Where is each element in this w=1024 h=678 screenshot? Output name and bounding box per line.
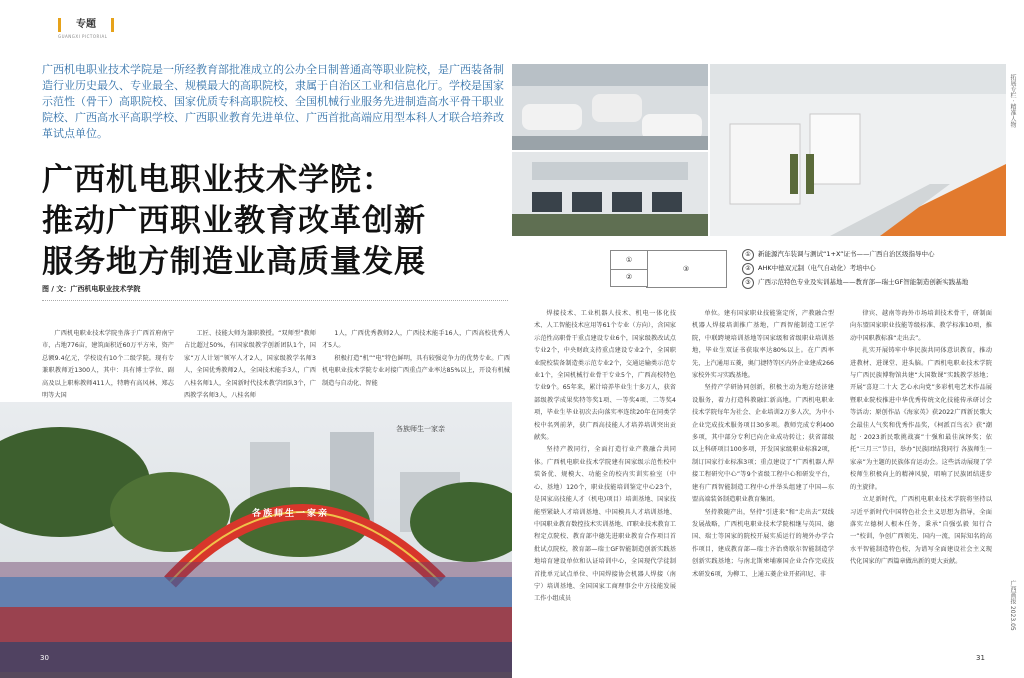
title-line-1: 广西机电职业技术学院： <box>42 162 394 198</box>
section-tag-sub: GUANGXI PICTORIAL <box>58 34 108 39</box>
legend-item-2: ② AHK中德双元制（电气自动化）考培中心 <box>742 263 876 275</box>
photo-gf-lab-svg <box>710 64 1006 236</box>
legend-box-2: ② <box>610 268 648 287</box>
section-tag: 专题 <box>58 18 114 32</box>
body-column-2: 工匠、技能大师为兼职教授。“双师型”教师占比超过50%，有国家级教学创新团队1个，国家“万人计划”领军人才2人，国家级教学名师3人，全国优秀教师2人，全国技术能手3人，广西八桂名师1人，全国新时代技术教学团队3个，广西教学名师3人，八桂名师 <box>184 330 316 400</box>
intro-paragraph: 广西机电职业技术学院是一所经教育部批准成立的公办全日制普通高等职业院校，是广西装备制造行业历史最久、专业最全、规模最大的高职院校，隶属于自治区工业和信息化厅。学校是国家示范性（骨干）高职院校、国家优质专科高职院校、全国机械行业服务先进制造高水平骨干职业院校、广西高水平高职学校、广西职业教育先进单位、广西首批高端应用型本科人才联合培养改革试点单位。 <box>42 63 504 140</box>
body-column-6: 律宾、越南等海外市场培训技术骨干，研制面向东盟国家职业技能等级标准、教学标准10项，推动中国职教标准“走出去”。 扎实开展铸牢中华民族共同体意识教育，推动进教材、进课堂、进头脑。广西机电职业技术学院与广西民族博物馆共建“大国数课”实践教学基地；开展“喜迎二十大 艺心永向党”多彩机电艺术作品展暨职业院校推进中华优秀传统文化技能传承研讨会等活动；原创作品《海家英》获2022广西新民歌大会最佳人气奖和优秀作品奖，《柯派百鸟衣》获“潮起 · 2023新民歌挑战赛”十强和最佳演绎奖；依托“三月三”节日，举办“民族团结我同行 各族师生一家亲”为主题的民族体育运动会。这些活动展现了学校师生积极向上的精神风貌，唱响了民族团结进步的主旋律。 立足新时代，广西机电职业技术学院将坚持以习近平新时代中国特色社会主义思想为指导，全面落实立德树人根本任务，秉承“自强弘毅 知行合一”校训，争创广西领先、国内一流，国际知名的高水平智能制造特色校，为谱写全面建设社会主义现代化国家的广西篇章做出新的更大贡献。 <box>850 310 992 566</box>
photo-gf-lab <box>710 64 1006 236</box>
body-column-5: 单位。建有国家职业技能鉴定所，产教融合型机器人焊接培训推广基地，广西智能制造工匠学院，中联跨境培训基地等国家级和省级职业培训基地，毕业生双证书获取率达80%以上。在广西率先，上汽通用五菱，奥门捷特等区内外企业建成266家校外实习实践基地。 坚持产学研协同创新，积极主动为地方经济建设服务，着力打造科教融汇新高地。广西机电职业技术学院每年为社会、企业培训2万多人次，为中小企业完成技术服务项目30多项。教师完成专利400多项，其中部分专利已向企业成功转让；获省部级以上科研项目100多项，开发国家级职业标准2项，制订国家行业标准3项；重点建设了“广西机器人焊接工程研究中心”等9个省级工程中心和研发平台，建有广西智能制造工程中心并举头组建了中国—东盟高端装备制造职业教育集团。 坚持教随产出，坚持“引进来”和“走出去”双线发展战略，广西机电职业技术学院相继与英国、德国、瑞士等国家的院校开展实质运行的境外办学合作项目，建成教育部—瑞士齐治费歇尔智能制造学创新实践基地；与南北斯柬埔寨国企业合作完成技术研发6项，为柳工、上通五菱企业开拓印尼、非 <box>692 310 834 578</box>
photo-classroom-svg <box>512 152 708 236</box>
divider <box>42 300 508 301</box>
arch-banner-text: 各族师生一家亲 <box>252 509 330 519</box>
photo-classroom <box>512 152 708 236</box>
group-photo <box>0 402 512 678</box>
body-column-1: 广西机电职业技术学院坐落于广西首府南宁市，占地776亩，建筑面积近60万平方米，资产总额9.4亿元，学校设有10个二级学院。现有专兼职教师近1300人，其中：具有博士学位、副高及以上职称教师411人，特聘有高风林、郑志明等大国 <box>42 330 174 400</box>
page-number-left: 30 <box>40 654 49 662</box>
photo-ev-lab-svg <box>512 64 708 150</box>
title-line-2: 推动广西职业教育改革创新 <box>42 203 426 239</box>
page-number-right: 31 <box>976 654 985 662</box>
photo-caption: 各族师生一家亲 <box>396 425 445 433</box>
group-photo-svg <box>0 402 512 678</box>
byline: 图 / 文：广西机电职业技术学院 <box>42 285 141 293</box>
body-column-3: 1人，广西优秀教师2人，广西技术能手16人，广西高校优秀人才5人。 积极打造“机”“电”特色鲜明，具有较强竞争力的优势专业。广西机电职业技术学院专业对接广西重点产业率达85%以上，开设有机械制造与自动化、智能 <box>322 330 510 387</box>
title-line-3: 服务地方制造业高质量发展 <box>42 244 426 280</box>
side-label-top: 拓展专栏 · 精准人物 <box>1009 74 1016 128</box>
side-label-bottom: 广西画报 2023.05 <box>1009 580 1016 631</box>
photo-ev-lab <box>512 64 708 150</box>
body-column-4: 焊接技术、工业机器人技术、机电一体化技术、人工智能技术应用等61个专业（方向），含国家示范性高职骨干重点建设专业6个，国家级教改试点专业2个，中央财政支持重点建设专业2个，全国职业院校装备制造类示范专业2个，交通运输类示范专业1个，全国机械行业骨干专业5个，广西高校特色专业9个。65年来，累计培养毕业生十多万人，获省部级教学成果奖特等奖1项、一等奖4项、二等奖4项，毕业生毕业初次去向落实率连续20年在同类学校中名列前茅，获广西高技能人才培养培训突出贡献奖。 坚持产教同行，全面打造行业产教融合共同体。广西机电职业技术学院建有国家级示范性校中装备优、规模大、功能全的校内实训实验室（中心、基地）120个，职业技能培训鉴定中心23个，是国家高技能人才（机电)项目）培训基地、国家技能型紧缺人才培训基地、中国模具人才培训基地、中国职业教育数控技术实训基地、IT职业技术教育工程定点院校、教育部中德先进职业教育合作项目首批试点院校，教育部—瑞士GF智能制造创新实践基地培育建设单位和认证培训中心，全国现代学徒制首批单元试点单位、中国焊接协会机器人焊接（南宁）培训基地、全国国家工商理事会中方技能发展工作小组成员 <box>534 310 676 603</box>
legend-box-3: ③ <box>646 250 727 288</box>
legend-box-1: ① <box>610 250 648 270</box>
legend-item-3: ③ 广西示范特色专业及实训基地——教育部—瑞士GF智能制造创新实践基地 <box>742 277 968 289</box>
legend-item-1: ① 新能源汽车装调与测试“1+X”证书——广西自治区级指导中心 <box>742 249 935 261</box>
